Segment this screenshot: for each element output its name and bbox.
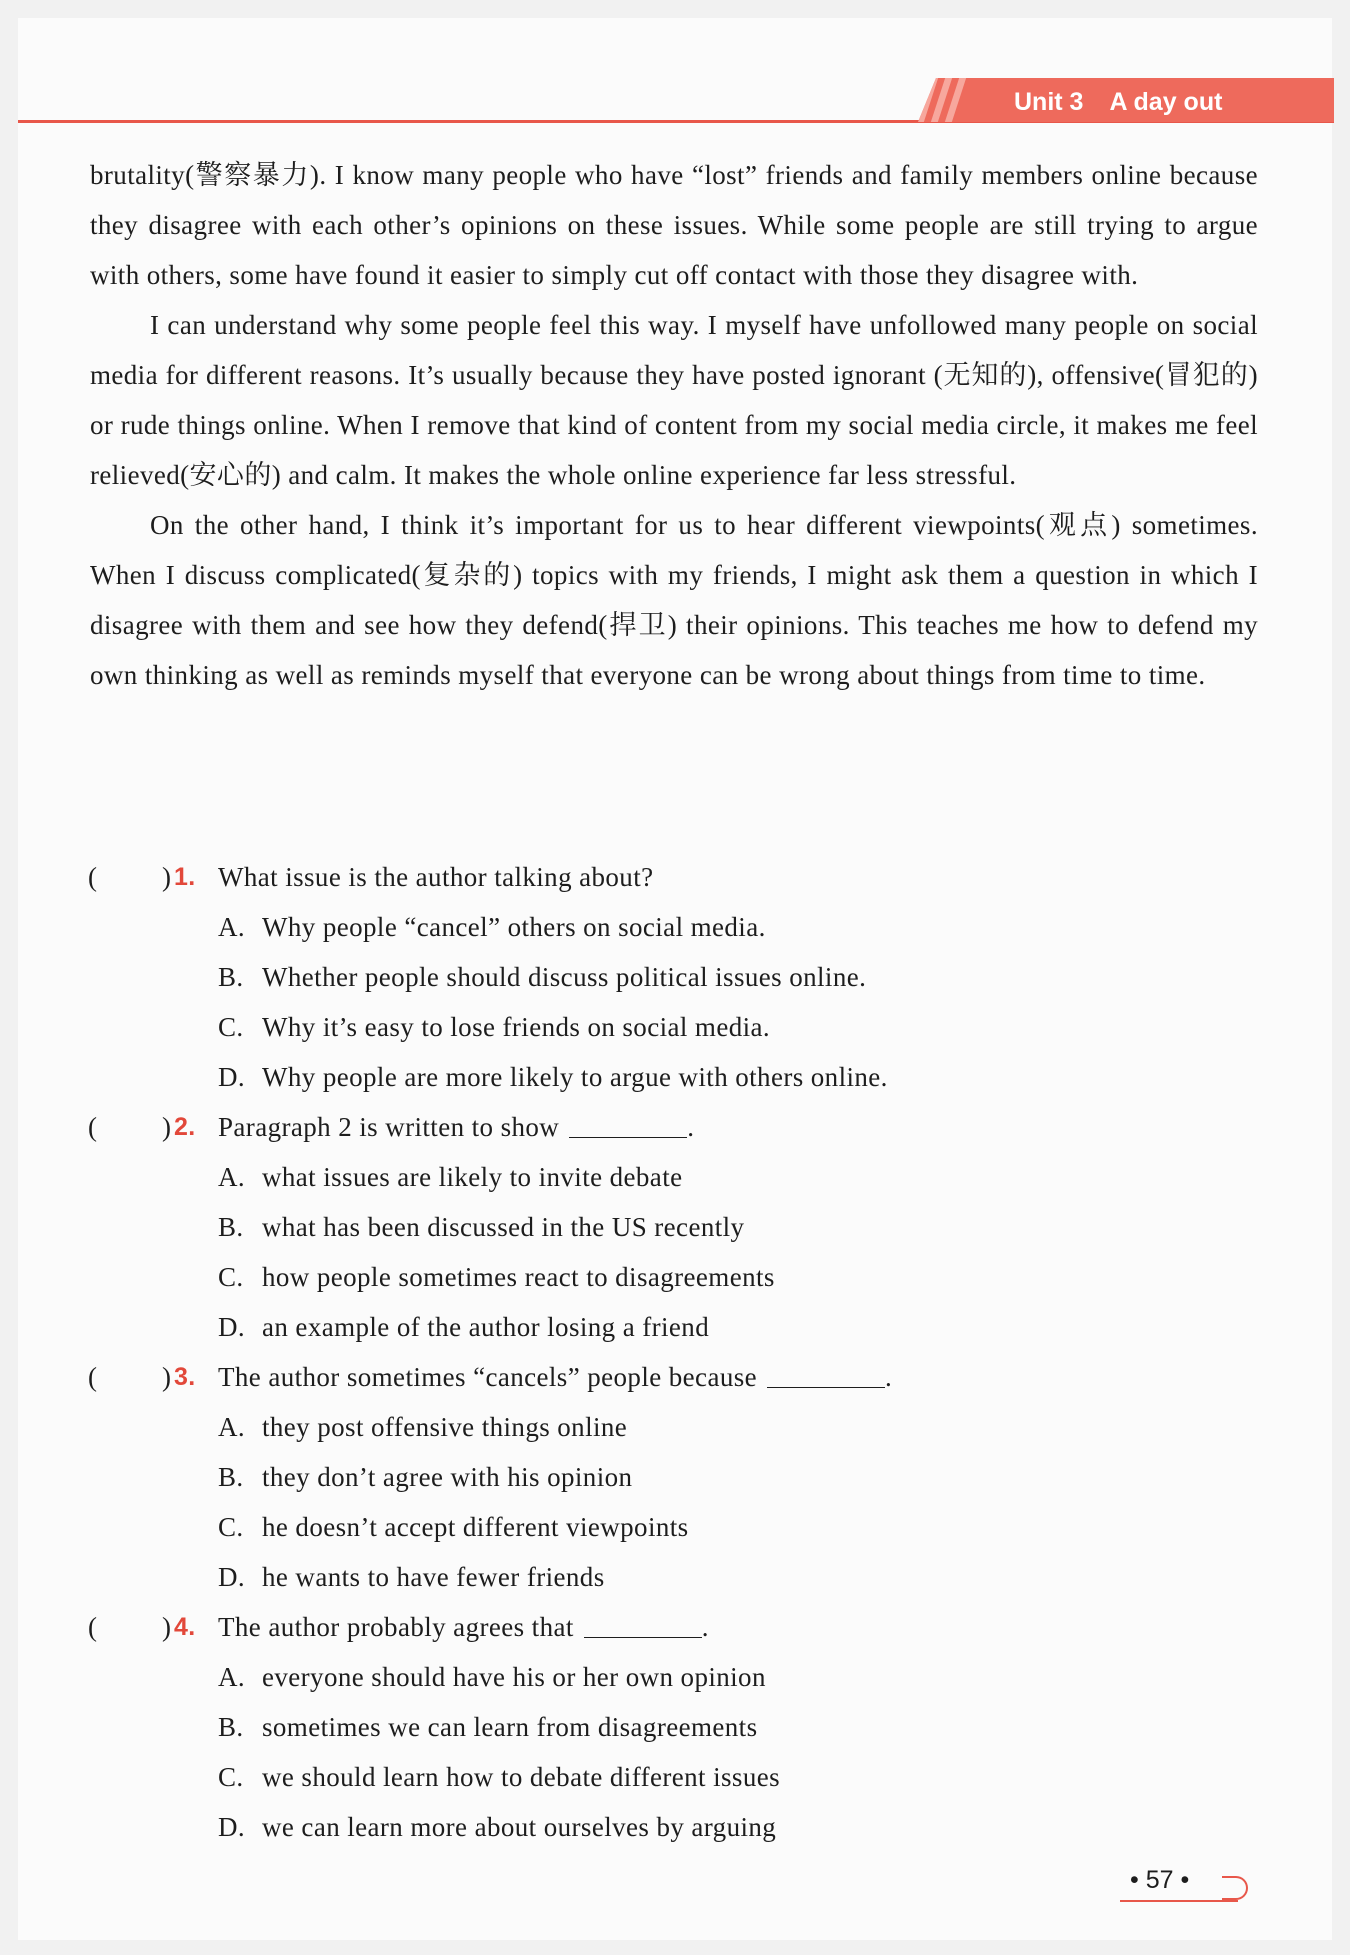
answer-paren-close: )	[162, 862, 172, 892]
passage-paragraph: On the other hand, I think it’s important for us to hear different viewpoints(观点) sometimes. When I discuss complicated(复杂的) topics with my friends, I might ask them a question in which I disagree with them and see how they defend(捍卫) their opinions. This teaches me how to defend my own thinking as well as reminds myself that everyone can be wrong about things from time to time.	[90, 510, 1258, 690]
question-stem	[218, 852, 654, 902]
option-a	[88, 1402, 1268, 1452]
option-letter: B.	[218, 1712, 244, 1742]
option-letter: C.	[218, 1762, 244, 1792]
question-list	[88, 852, 1268, 1852]
question-number: 2.	[174, 1113, 196, 1141]
option-text: sometimes we can learn from disagreements	[262, 1712, 758, 1742]
option-letter: C.	[218, 1012, 244, 1042]
answer-paren-close: )	[162, 1362, 172, 1392]
answer-blank[interactable]	[767, 1357, 885, 1388]
answer-paren-open: (	[88, 1362, 98, 1392]
question-stem	[218, 1602, 709, 1652]
option-text: what has been discussed in the US recently	[262, 1212, 745, 1242]
option-b	[88, 1702, 1268, 1752]
option-letter: A.	[218, 1412, 246, 1442]
option-c	[88, 1002, 1268, 1052]
option-letter: C.	[218, 1512, 244, 1542]
option-d	[88, 1802, 1268, 1852]
option-d	[88, 1052, 1268, 1102]
option-text: everyone should have his or her own opinion	[262, 1662, 766, 1692]
footer-rule	[1120, 1900, 1238, 1902]
question-number: 4.	[174, 1613, 196, 1641]
question-2	[88, 1102, 1268, 1152]
option-letter: A.	[218, 1162, 246, 1192]
passage-paragraph: I can understand why some people feel this way. I myself have unfollowed many people on social media for different reasons. It’s usually because they have posted ignorant (无知的), offensive(冒犯的) or rude things online. When I remove that kind of content from my social media circle, it makes me feel relieved(安心的) and calm. It makes the whole online experience far less stressful.	[90, 310, 1258, 490]
option-letter: B.	[218, 1462, 244, 1492]
option-text: Why it’s easy to lose friends on social media.	[262, 1012, 771, 1042]
question-stem	[218, 1102, 694, 1152]
option-letter: A.	[218, 1662, 246, 1692]
page-number: • 57 •	[1130, 1866, 1190, 1894]
option-d	[88, 1552, 1268, 1602]
question-stem-text: Paragraph 2 is written to show	[218, 1112, 560, 1142]
option-text: we can learn more about ourselves by arguing	[262, 1812, 777, 1842]
answer-paren-open: (	[88, 1112, 98, 1142]
answer-paren-close: )	[162, 1612, 172, 1642]
answer-blank[interactable]	[569, 1107, 687, 1138]
option-b	[88, 952, 1268, 1002]
option-letter: C.	[218, 1262, 244, 1292]
option-c	[88, 1752, 1268, 1802]
option-text: they post offensive things online	[262, 1412, 628, 1442]
option-d	[88, 1302, 1268, 1352]
question-3	[88, 1352, 1268, 1402]
unit-label: Unit 3	[1014, 88, 1084, 116]
option-letter: D.	[218, 1062, 246, 1092]
option-letter: B.	[218, 962, 244, 992]
question-stem-text: The author sometimes “cancels” people because	[218, 1362, 758, 1392]
option-b	[88, 1452, 1268, 1502]
option-text: they don’t agree with his opinion	[262, 1462, 633, 1492]
blank-period: .	[687, 1112, 695, 1142]
question-number: 3.	[174, 1363, 196, 1391]
option-a	[88, 1652, 1268, 1702]
option-letter: A.	[218, 912, 246, 942]
question-1	[88, 852, 1268, 902]
option-b	[88, 1202, 1268, 1252]
option-letter: D.	[218, 1562, 246, 1592]
question-4	[88, 1602, 1268, 1652]
blank-period: .	[885, 1362, 893, 1392]
option-c	[88, 1502, 1268, 1552]
blank-period: .	[701, 1612, 709, 1642]
question-stem	[218, 1352, 892, 1402]
unit-title: A day out	[1109, 88, 1223, 116]
option-text: Why people are more likely to argue with others online.	[262, 1062, 888, 1092]
question-stem-text: The author probably agrees that	[218, 1612, 574, 1642]
answer-paren-open: (	[88, 862, 98, 892]
option-text: what issues are likely to invite debate	[262, 1162, 683, 1192]
option-letter: D.	[218, 1312, 246, 1342]
option-text: Whether people should discuss political issues online.	[262, 962, 867, 992]
option-text: Why people “cancel” others on social media.	[262, 912, 766, 942]
answer-paren-close: )	[162, 1112, 172, 1142]
footer-curl-decoration	[1222, 1876, 1248, 1900]
option-a	[88, 902, 1268, 952]
option-letter: D.	[218, 1812, 246, 1842]
option-a	[88, 1152, 1268, 1202]
option-text: he doesn’t accept different viewpoints	[262, 1512, 689, 1542]
question-stem-text: What issue is the author talking about?	[218, 862, 654, 892]
option-text: he wants to have fewer friends	[262, 1562, 605, 1592]
answer-paren-open: (	[88, 1612, 98, 1642]
passage-paragraph: brutality(警察暴力). I know many people who have “lost” friends and family members online because they disagree with each other’s opinions on these issues. While some people are still trying to argue with others, some have found it easier to simply cut off contact with those they disagree with.	[90, 160, 1258, 290]
option-text: how people sometimes react to disagreements	[262, 1262, 775, 1292]
answer-blank[interactable]	[584, 1607, 702, 1638]
option-text: an example of the author losing a friend	[262, 1312, 710, 1342]
question-number: 1.	[174, 863, 196, 891]
option-text: we should learn how to debate different issues	[262, 1762, 781, 1792]
option-letter: B.	[218, 1212, 244, 1242]
reading-passage	[90, 150, 1258, 700]
unit-header	[1014, 84, 1222, 120]
option-c	[88, 1252, 1268, 1302]
